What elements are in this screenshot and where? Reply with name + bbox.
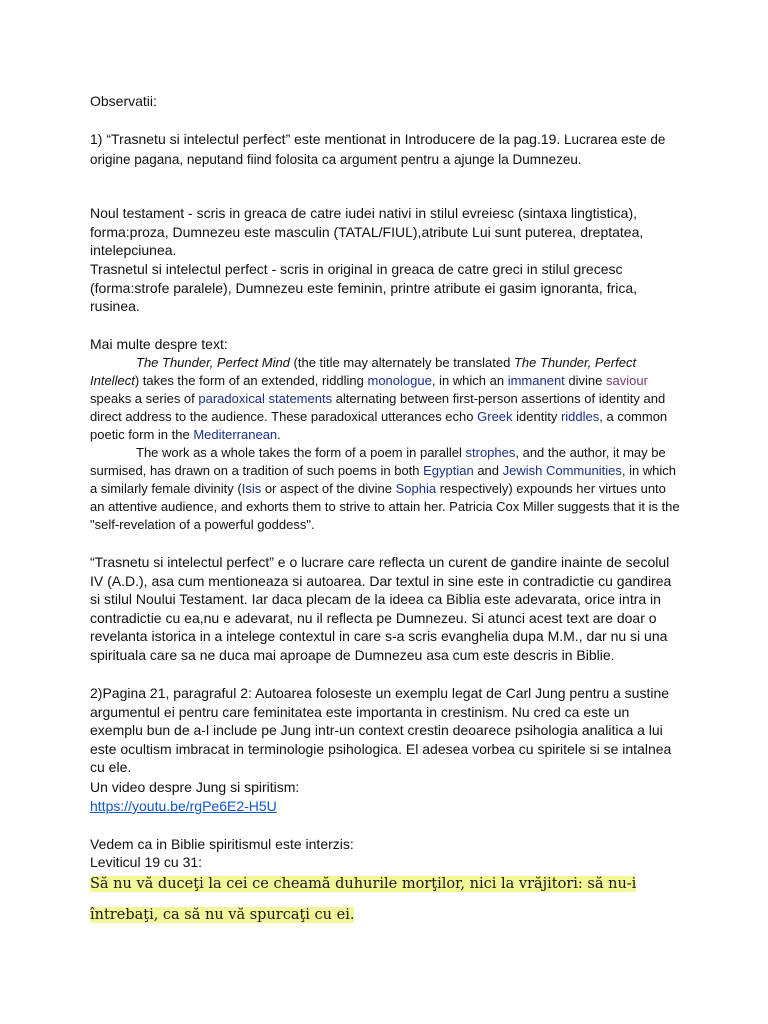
heading-observatii: Observatii: xyxy=(90,93,157,109)
wiki-text: or aspect of the divine xyxy=(261,481,396,496)
bible-verse xyxy=(90,869,690,931)
title-italic-2: The Thunder, Perfect Intellect xyxy=(90,355,637,388)
heading-mai-multe: Mai multe despre text: xyxy=(90,336,228,352)
paragraph-trasnetu-curent: “Trasnetu si intelectul perfect” e o lucrare care reflecta un curent de gandire inainte de secolul IV (A.D.), asa cum mentioneaza si autoarea. Dar textul in sine este in contradictie cu gandirea si stilul Noului Testament. Iar daca plecam de la ideea ca Biblia este adevarata, orice intra in contradictie cu ea,nu e adevarat, nu il reflecta pe Dumnezeu. Si atunci acest text are doar o revelanta istorica in a intelege contextul in care s-a scris evanghelia dupa M.M., dar nu si una spirituala care sa ne duca mai aproape de Dumnezeu asa cum este descris in Biblie. xyxy=(90,554,672,663)
wiki-text: divine xyxy=(564,373,606,388)
paragraph-1 xyxy=(90,130,680,169)
wiki-text: (the title may alternately be translated xyxy=(289,355,514,370)
link-riddles[interactable]: riddles xyxy=(560,409,600,424)
wiki-text: alternating between first-person assertions of identity and direct address to the audience. These paradoxical utterances echo xyxy=(90,391,666,424)
wiki-text: , and the author, it may be surmised, has drawn on a tradition of such poems in both xyxy=(90,445,666,478)
link-monologue[interactable]: monologue xyxy=(367,373,432,388)
wiki-text: speaks a series of xyxy=(90,391,199,406)
wiki-text: The work as a whole takes the form of a poem in parallel xyxy=(136,445,466,460)
link-jewish-communities[interactable]: Jewish Communities xyxy=(502,463,622,478)
paragraph-1-note: Lucrarea este de origine pagana, neputand fiind folosita ca argument pentru a ajunge la Dumnezeu. xyxy=(90,132,666,167)
video-label: Un video despre Jung si spiritism: xyxy=(90,779,300,795)
wiki-text: identity xyxy=(512,409,561,424)
paragraph-noul-testament: Noul testament - scris in greaca de catre iudei nativi in stilul evreiesc (sintaxa lingtistica), forma:proza, Dumnezeu este masculin (TATAL/FIUL),atribute Lui sunt puterea, dreptatea, intelepciunea. xyxy=(90,205,644,258)
verse-reference: Leviticul 19 cu 31: xyxy=(90,854,203,870)
wiki-text: , in which a similarly female divinity ( xyxy=(90,463,677,496)
highlighted-verse-text: Să nu vă duceţi la cei ce cheamă duhurile morţilor, nici la vrăjitori: să nu-i întrebaţi, ca să nu vă spurcaţi cu ei. xyxy=(90,876,637,923)
wiki-text: . xyxy=(277,427,281,442)
paragraph-trasnetul: Trasnetul si intelectul perfect - scris in original in greaca de catre greci in stilul grecesc (forma:strofe paralele), Dumnezeu este feminin, printre atribute ei gasim ignoranta, frica, rusinea. xyxy=(90,261,638,314)
wiki-paragraph-2 xyxy=(90,444,680,534)
wiki-text: , a common poetic form in the xyxy=(90,409,668,442)
link-egyptian[interactable]: Egyptian xyxy=(423,463,474,478)
link-immanent[interactable]: immanent xyxy=(507,373,565,388)
link-mediterranean[interactable]: Mediterranean xyxy=(193,427,278,442)
link-isis[interactable]: Isis xyxy=(241,481,262,496)
link-saviour[interactable]: saviour xyxy=(605,373,648,388)
wiki-text: , in which an xyxy=(431,373,508,388)
paragraph-1-main: 1) “Trasnetu si intelectul perfect” este mentionat in Introducere de la pag.19. xyxy=(90,131,561,147)
wiki-text: ) takes the form of an extended, riddling xyxy=(134,373,368,388)
link-strophes[interactable]: strophes xyxy=(465,445,516,460)
paragraph-vedem: Vedem ca in Biblie spiritismul este interzis: xyxy=(90,836,354,852)
wiki-text: and xyxy=(473,463,503,478)
link-paradoxical-statements[interactable]: paradoxical statements xyxy=(198,391,333,406)
wiki-paragraph-1 xyxy=(90,354,680,444)
link-greek[interactable]: Greek xyxy=(477,409,513,424)
youtube-link[interactable]: https://youtu.be/rgPe6E2-H5U xyxy=(90,798,277,814)
wiki-text: respectively) expounds her virtues unto an attentive audience, and exhorts them to strive to attain her. Patricia Cox Miller suggests that it is the "self-revelation of a powerful goddess". xyxy=(90,481,680,532)
link-sophia[interactable]: Sophia xyxy=(395,481,437,496)
video-link xyxy=(90,797,680,816)
paragraph-pagina-21: 2)Pagina 21, paragraful 2: Autoarea foloseste un exemplu legat de Carl Jung pentru a sustine argumentul ei pentru care feminitatea este importanta in crestinism. Nu cred ca este un exemplu bun de a-l include pe Jung intr-un context crestin deoarece psihologia analitica a lui este ocultism imbracat in terminologie psihologica. El adesea vorbea cu spiritele si se intalnea cu ele. xyxy=(90,685,672,775)
title-italic-1: The Thunder, Perfect Mind xyxy=(136,355,290,370)
